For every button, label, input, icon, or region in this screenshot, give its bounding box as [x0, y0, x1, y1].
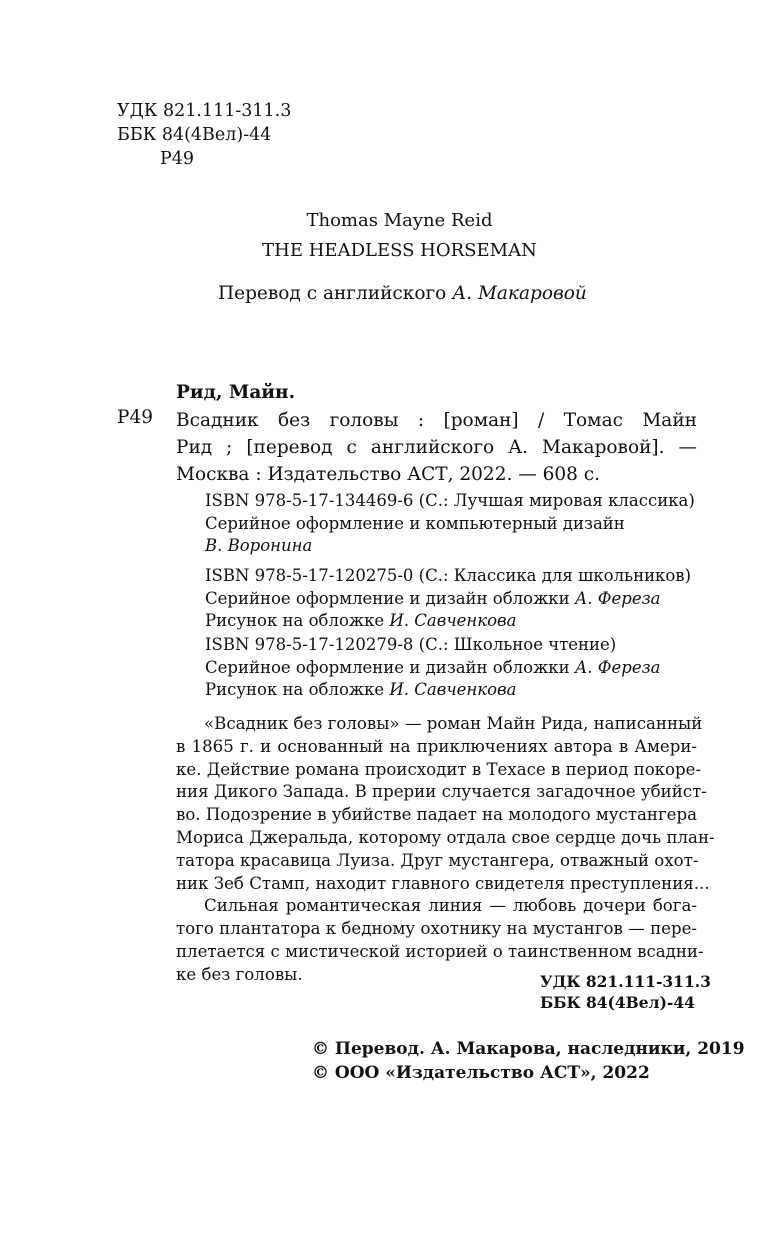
- udk-code: УДК 821.111-311.3: [117, 101, 292, 121]
- copyright-block: [312, 1037, 745, 1085]
- bibliographic-description: [176, 407, 697, 488]
- annotation-line: Сильная романтическая линия — любовь дочери бога-: [204, 896, 697, 916]
- copyright-publisher: © ООО «Издательство АСТ», 2022: [312, 1063, 650, 1083]
- isbn-entry: [205, 634, 660, 702]
- original-author: Thomas Mayne Reid: [306, 210, 493, 231]
- annotation: [176, 713, 715, 987]
- isbn-entry: [205, 490, 695, 558]
- isbn-number: ISBN 978-5-17-120275-0 (С.: Классика для школьников): [205, 566, 692, 585]
- catalog-code: Р49: [117, 407, 153, 428]
- translation-prefix: Перевод с английского: [218, 283, 453, 304]
- annotation-line: «Всадник без головы» — роман Майн Рида, написанный: [204, 714, 703, 733]
- isbn-number: ISBN 978-5-17-120279-8 (С.: Школьное чтение): [205, 635, 617, 654]
- annotation-line: Мориса Джеральда, которому отдала свое сердце дочь план-: [176, 827, 715, 847]
- footer-codes: [540, 971, 711, 1013]
- isbn-credit: Рисунок на обложке: [205, 680, 390, 699]
- biblio-line: Рид ; [перевод с английского А. Макаровой]. —: [176, 437, 697, 458]
- isbn-credit: Рисунок на обложке: [205, 611, 390, 630]
- isbn-credit: Серийное оформление и дизайн обложки: [205, 588, 575, 608]
- author-sign: Р49: [160, 149, 195, 169]
- isbn-credit-name: И. Савченкова: [389, 611, 517, 630]
- isbn-credit-name: А. Фереза: [574, 588, 661, 608]
- annotation-line: того плантатора к бедному охотнику на мустангов — пере-: [176, 919, 697, 939]
- isbn-credit-name: А. Фереза: [574, 657, 661, 677]
- biblio-line: Москва : Издательство АСТ, 2022. — 608 с.: [176, 464, 601, 485]
- annotation-line: в 1865 г. и основанный на приключениях автора в Амери-: [176, 736, 697, 756]
- annotation-line: плетается с мистической историей о таинственном всадни-: [176, 941, 704, 961]
- isbn-credit: Серийное оформление и дизайн обложки: [205, 657, 575, 677]
- biblio-line: Всадник без головы : [роман] / Томас Майн: [176, 410, 697, 431]
- annotation-line: ник Зеб Стамп, находит главного свидетеля преступления...: [176, 873, 710, 893]
- isbn-entry: [205, 565, 691, 633]
- catalog-author-heading: Рид, Майн.: [176, 382, 296, 403]
- annotation-line: ке. Действие романа происходит в Техасе в период покоре-: [176, 759, 702, 779]
- header-codes: [117, 99, 291, 171]
- isbn-credit: Серийное оформление и компьютерный дизайн: [205, 513, 625, 533]
- isbn-number: ISBN 978-5-17-134469-6 (С.: Лучшая мировая классика): [205, 491, 695, 510]
- udk-code: УДК 821.111-311.3: [540, 972, 711, 991]
- bbk-code: ББК 84(4Вел)-44: [540, 993, 695, 1012]
- isbn-credit-name: В. Воронина: [205, 536, 313, 555]
- original-title: THE HEADLESS HORSEMAN: [262, 240, 537, 261]
- annotation-line: ния Дикого Запада. В прерии случается загадочное убийст-: [176, 782, 707, 802]
- copyright-translation: © Перевод. А. Макарова, наследники, 2019: [312, 1039, 745, 1059]
- translator-name: А. Макаровой: [452, 283, 587, 304]
- bbk-code: ББК 84(4Вел)-44: [117, 125, 272, 145]
- annotation-line: во. Подозрение в убийстве падает на молодого мустангера: [176, 805, 697, 825]
- isbn-credit-name: И. Савченкова: [389, 680, 517, 699]
- annotation-line: ке без головы.: [176, 964, 303, 984]
- translation-credit: [218, 283, 587, 304]
- annotation-line: татора красавица Луиза. Друг мустангера, отважный охот-: [176, 850, 699, 870]
